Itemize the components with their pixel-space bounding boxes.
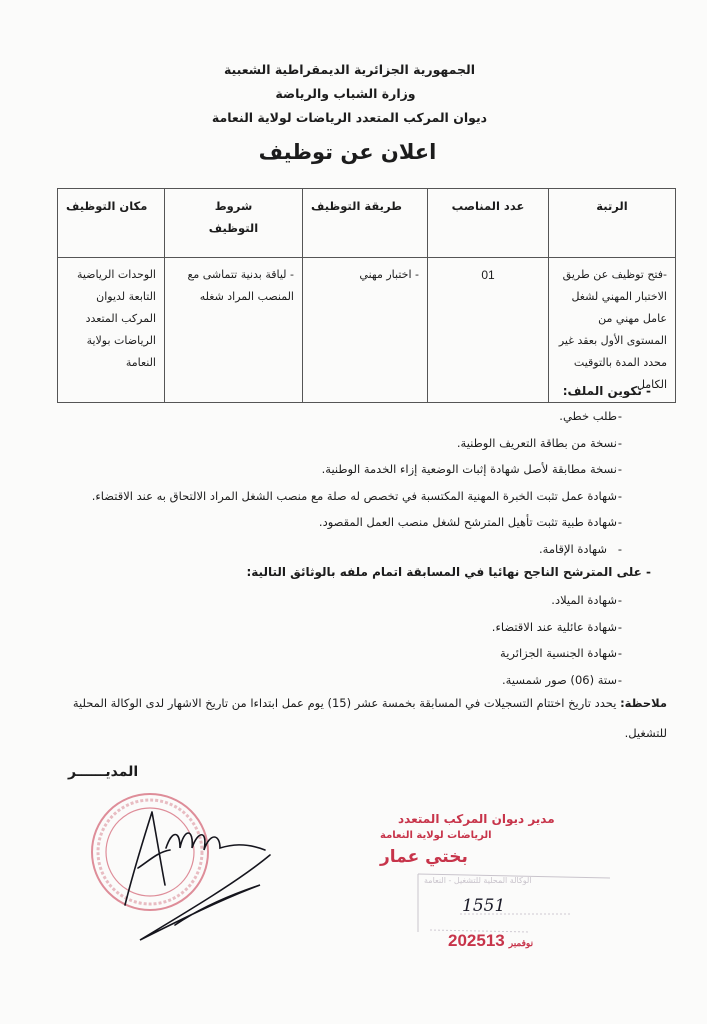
list-item: - طلب خطي. xyxy=(92,403,647,430)
svg-text:بختي عمار: بختي عمار xyxy=(380,847,468,867)
round-seal xyxy=(92,794,208,910)
cell-recruitment-conditions: - لياقة بدنية تتماشى مع المنصب المراد شغله xyxy=(165,258,303,403)
dash-bullet: - xyxy=(617,646,623,660)
date-month: نوفمبر xyxy=(508,938,534,948)
dash-bullet: - xyxy=(617,672,623,687)
handwritten-signature xyxy=(125,812,270,940)
registration-number: 1551 xyxy=(462,896,506,916)
note-label: ملاحظة: xyxy=(620,696,667,710)
success-items-list xyxy=(492,587,647,693)
header-positions-count: عدد المناصب xyxy=(428,189,549,258)
dash-bullet: - xyxy=(617,515,623,529)
list-item: - شهادة طبية تثبت تأهيل المترشح لشغل منصب العمل المقصود. xyxy=(92,509,647,536)
header-conditions-line1: شروط xyxy=(214,199,253,213)
svg-text:مدير ديوان المركب المتعدد: مدير ديوان المركب المتعدد xyxy=(398,812,555,826)
dash-bullet: - xyxy=(617,593,623,607)
svg-text:الرياضات لولاية النعامة: الرياضات لولاية النعامة xyxy=(380,830,492,841)
dash-bullet: - xyxy=(617,541,623,556)
list-item: - ستة (06) صور شمسية. xyxy=(492,667,647,694)
list-item: - نسخة من بطاقة التعريف الوطنية. xyxy=(92,430,647,457)
date-year: 2025 xyxy=(448,931,486,950)
header-recruitment-method: طريقة التوظيف xyxy=(303,189,428,258)
dash-bullet: - xyxy=(617,462,623,476)
header-rank: الرتبة xyxy=(549,189,676,258)
note-paragraph xyxy=(42,688,667,748)
cell-recruitment-method: - اختبار مهني xyxy=(303,258,428,403)
success-section-heading: - على المترشح الناجح نهائيا في المسابقة اتمام ملفه بالوثائق التالية: xyxy=(246,565,651,579)
header-conditions-line2: التوظيف xyxy=(208,221,259,235)
file-section-heading: - تكوين الملف: xyxy=(562,384,651,398)
dash-bullet: - xyxy=(617,435,623,450)
registration-stamp-header: الوكالة المحلية للتشغيل - النعامة xyxy=(424,876,532,885)
ministry-header: وزارة الشباب والرياضة xyxy=(275,86,416,101)
date-day: 13 xyxy=(485,931,505,950)
header-recruitment-place: مكان التوظيف xyxy=(58,189,165,258)
office-header: ديوان المركب المتعدد الرياضات لولاية النعامة xyxy=(211,110,488,125)
list-item: - شهادة الميلاد. xyxy=(492,587,647,614)
recruitment-table xyxy=(57,188,676,403)
header-recruitment-conditions xyxy=(165,189,303,258)
list-item: - شهادة عمل تثبت الخبرة المهنية المكتسبة في تخصص له صلة مع منصب الشغل المراد الالتحاق به عند الاقتضاء. xyxy=(92,483,647,510)
dash-bullet: - xyxy=(617,409,623,423)
cell-recruitment-place: الوحدات الرياضية التابعة لديوان المركب المتعدد الرياضات بولاية النعامة xyxy=(58,258,165,403)
republic-header: الجمهورية الجزائرية الديمقراطية الشعبية xyxy=(223,62,476,77)
cell-positions-count: 01 xyxy=(428,258,549,403)
document-title: اعلان عن توظيف xyxy=(258,140,437,164)
list-item: - شهادة الجنسية الجزائرية xyxy=(492,640,647,667)
list-item: - نسخة مطابقة لأصل شهادة إثبات الوضعية إزاء الخدمة الوطنية. xyxy=(92,456,647,483)
table-row xyxy=(58,258,676,403)
file-items-list xyxy=(92,403,647,562)
list-item: - شهادة الإقامة. xyxy=(92,536,647,563)
list-item: - شهادة عائلية عند الاقتضاء. xyxy=(492,614,647,641)
director-title: المديــــــر xyxy=(68,764,139,780)
dash-bullet: - xyxy=(617,619,623,634)
table-header-row xyxy=(58,189,676,258)
dash-bullet: - xyxy=(617,488,623,503)
note-text: يحدد تاريخ اختتام التسجيلات في المسابقة بخمسة عشر (15) يوم عمل ابتداءا من تاريخ الاشهار لدى الوكالة المحلية للتشغيل. xyxy=(72,696,667,740)
cell-rank: -فتح توظيف عن طريق الاختبار المهني لشغل عامل مهني من المستوى الأول بعقد غير محدد المدة بالتوقيت الكامل xyxy=(549,258,676,403)
name-stamp-text xyxy=(379,812,555,867)
registration-date xyxy=(448,931,537,951)
